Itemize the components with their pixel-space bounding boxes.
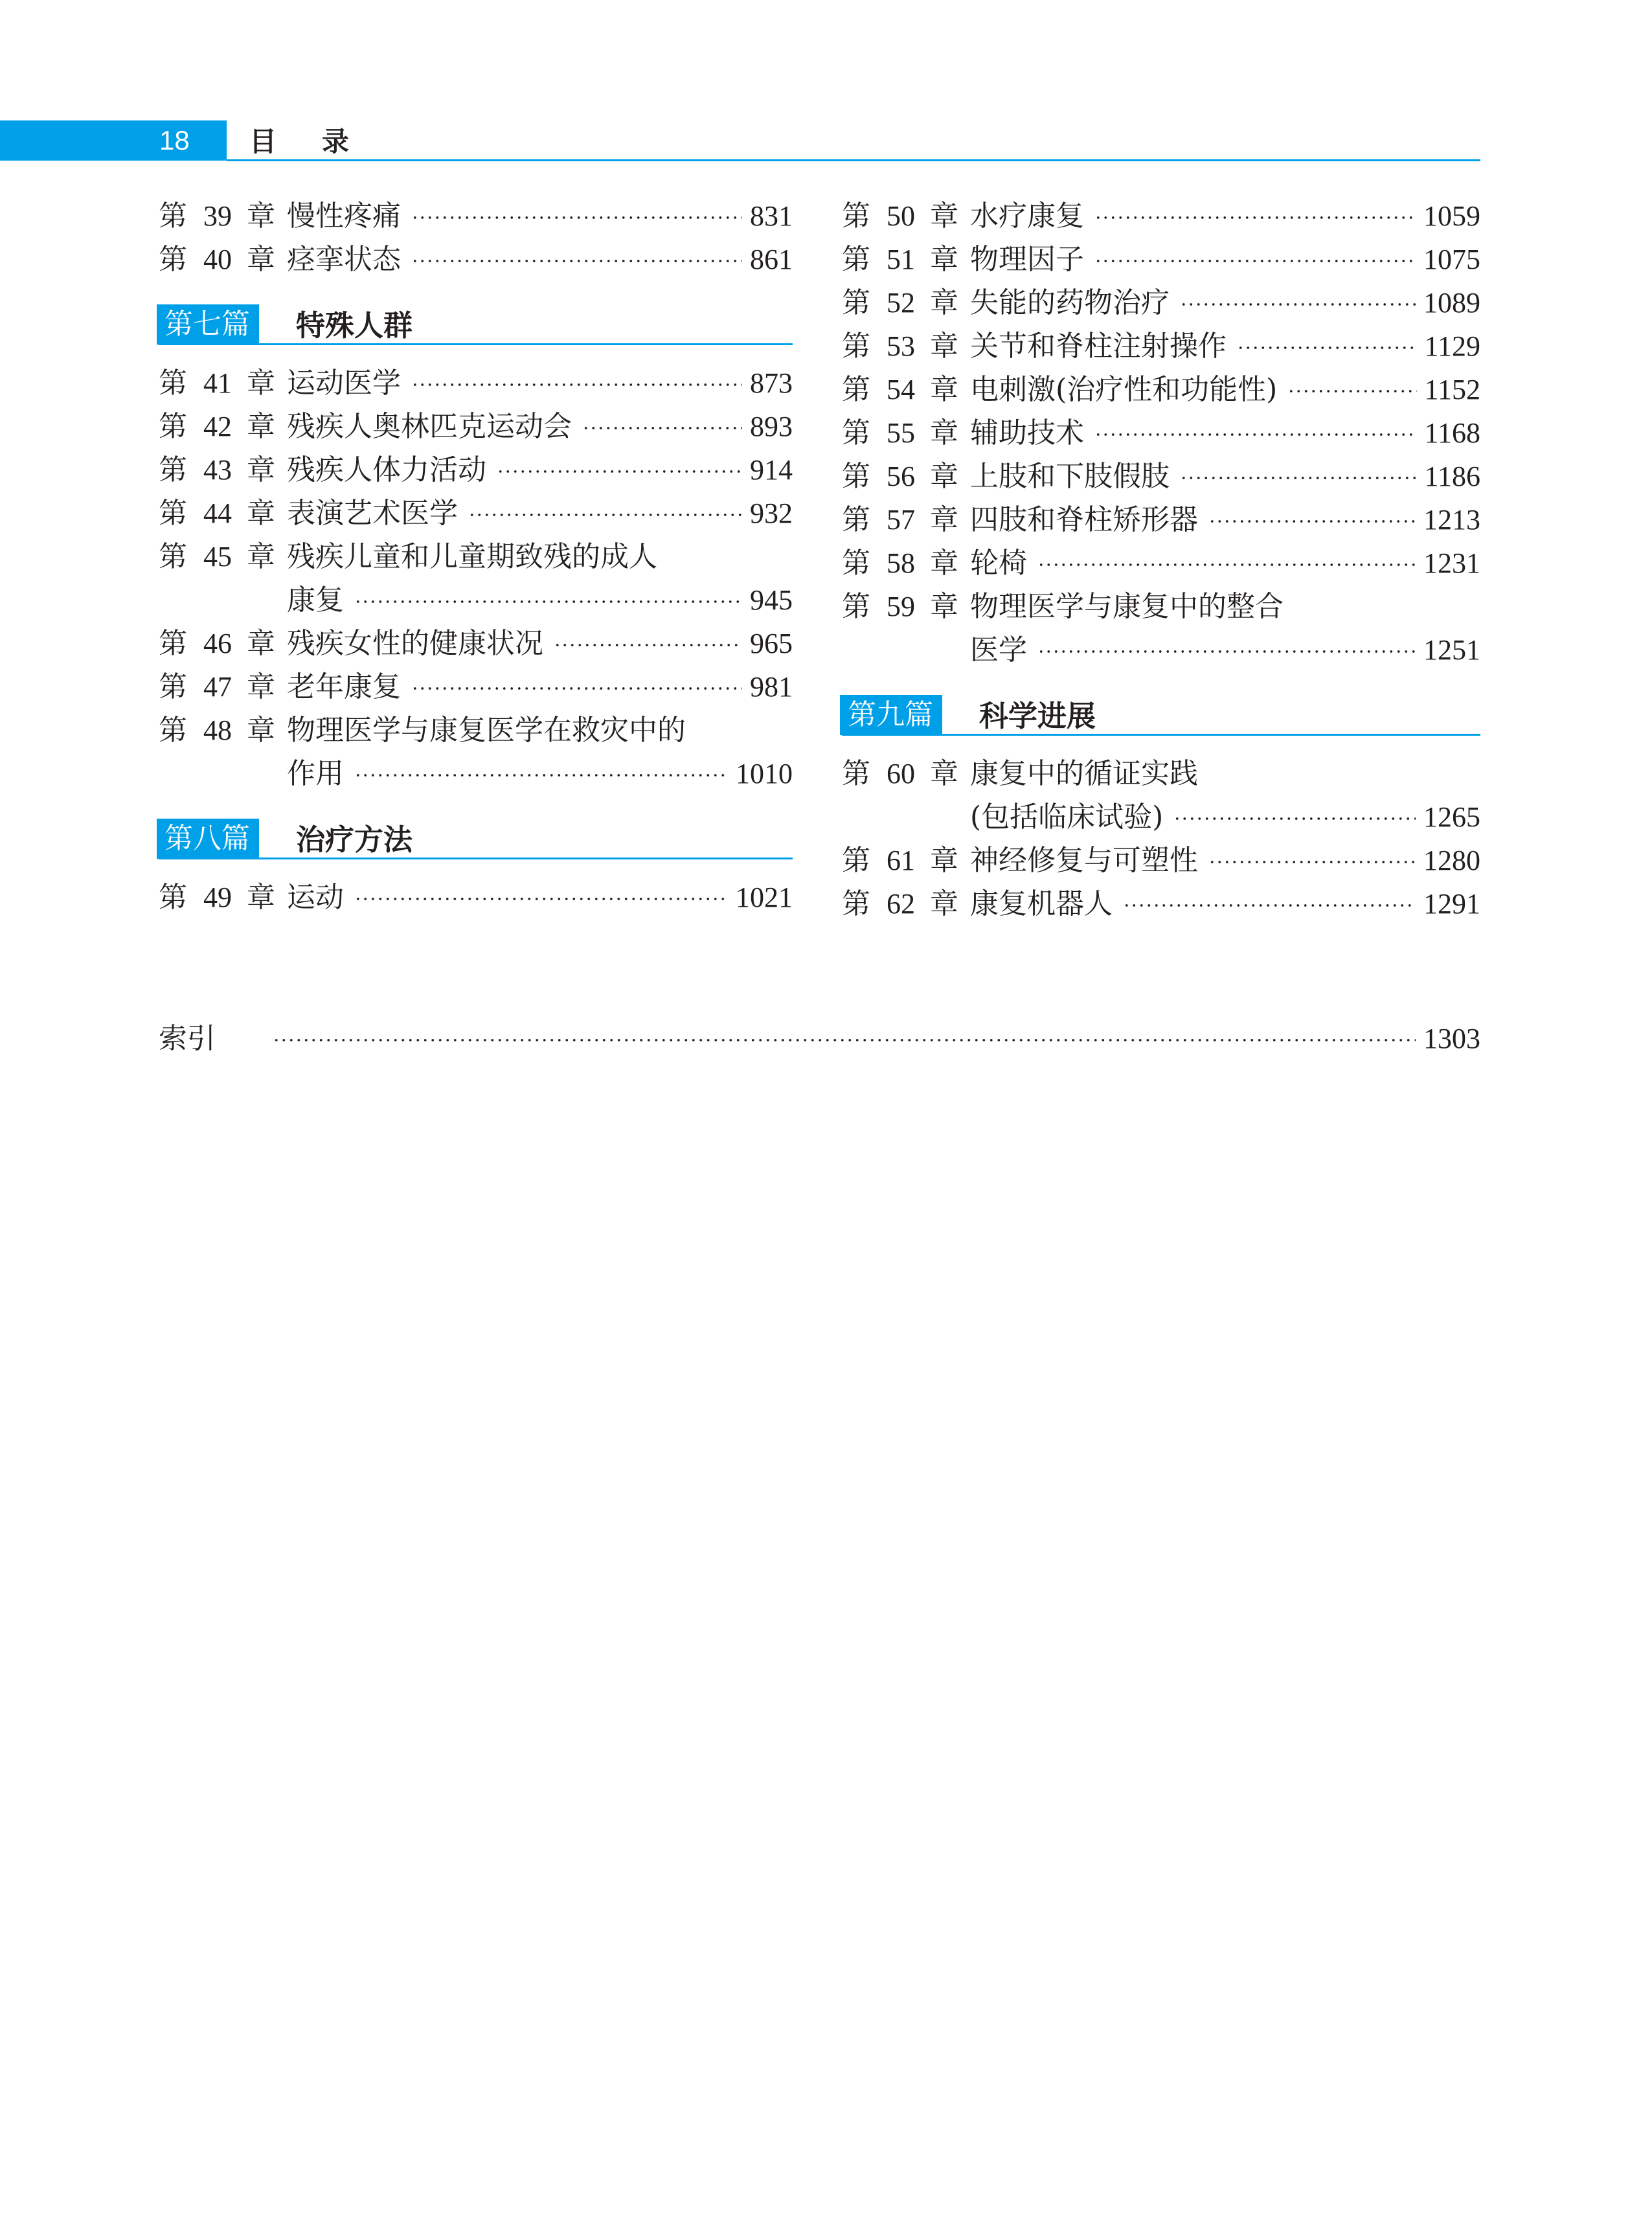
part-rule xyxy=(159,343,793,345)
toc-entry[interactable] xyxy=(842,882,1480,926)
toc-entry[interactable] xyxy=(842,368,1480,411)
dot-leader xyxy=(411,382,742,387)
page-ref: 932 xyxy=(750,497,793,529)
chapter-title: 康复机器人 xyxy=(970,887,1113,920)
chapter-title: 上肢和下肢假肢 xyxy=(970,460,1170,493)
chapter-prefix: 第 xyxy=(842,199,870,233)
chapter-suffix: 章 xyxy=(930,243,958,276)
chapter-title: 运动 xyxy=(287,881,344,914)
toc-group xyxy=(159,194,793,281)
chapter-prefix: 第 xyxy=(842,844,870,877)
page-ref: 893 xyxy=(750,411,793,442)
header-rule xyxy=(227,159,1480,161)
toc-right-column xyxy=(842,194,1480,926)
chapter-title: 残疾人奥林匹克运动会 xyxy=(287,410,572,443)
chapter-prefix: 第 xyxy=(159,410,187,443)
chapter-suffix: 章 xyxy=(247,367,275,400)
dot-leader xyxy=(411,686,742,691)
chapter-suffix: 章 xyxy=(247,453,275,486)
part-heading-8 xyxy=(159,819,793,860)
page-ref: 1129 xyxy=(1424,330,1480,362)
dot-leader xyxy=(1180,475,1417,481)
chapter-number: 57 xyxy=(887,504,915,536)
chapter-number: 62 xyxy=(887,888,915,920)
page-ref: 1213 xyxy=(1423,504,1480,536)
chapter-title: 残疾女性的健康状况 xyxy=(287,627,543,660)
toc-entry[interactable] xyxy=(842,281,1480,324)
chapter-suffix: 章 xyxy=(930,503,958,536)
chapter-number: 45 xyxy=(203,541,232,573)
page-ref: 1265 xyxy=(1423,801,1480,833)
chapter-number: 51 xyxy=(887,244,915,275)
chapter-prefix: 第 xyxy=(842,373,870,406)
chapter-number: 52 xyxy=(887,287,915,319)
part-title: 特殊人群 xyxy=(296,308,413,343)
toc-entry[interactable] xyxy=(159,361,793,405)
chapter-suffix: 章 xyxy=(930,330,958,363)
chapter-suffix: 章 xyxy=(930,416,958,449)
page-ref: 1280 xyxy=(1423,845,1480,876)
toc-group xyxy=(842,194,1480,672)
page-ref: 1291 xyxy=(1423,888,1480,920)
chapter-suffix: 章 xyxy=(247,540,275,573)
toc-entry[interactable] xyxy=(842,238,1480,281)
chapter-prefix: 第 xyxy=(159,540,187,573)
chapter-number: 59 xyxy=(887,591,915,622)
dot-leader xyxy=(554,642,742,648)
toc-entry[interactable] xyxy=(159,448,793,492)
chapter-title: 物理医学与康复中的整合 xyxy=(970,590,1284,623)
dot-leader xyxy=(1094,432,1417,437)
part-title: 治疗方法 xyxy=(296,823,413,857)
chapter-number: 54 xyxy=(887,374,915,405)
dot-leader xyxy=(1208,859,1416,865)
part-heading-7 xyxy=(159,304,793,346)
chapter-number: 47 xyxy=(203,671,232,703)
chapter-number: 46 xyxy=(203,628,232,659)
chapter-suffix: 章 xyxy=(247,243,275,276)
chapter-suffix: 章 xyxy=(930,460,958,493)
dot-leader xyxy=(354,599,742,604)
chapter-prefix: 第 xyxy=(159,627,187,660)
chapter-number: 40 xyxy=(203,244,232,275)
toc-entry[interactable] xyxy=(159,709,793,795)
toc-entry[interactable] xyxy=(842,839,1480,882)
part-rule xyxy=(159,857,793,859)
dot-leader xyxy=(273,1038,1416,1043)
chapter-prefix: 第 xyxy=(842,547,870,580)
chapter-suffix: 章 xyxy=(247,199,275,233)
page-ref: 981 xyxy=(750,671,793,703)
part-tag: 第九篇 xyxy=(840,695,942,735)
chapter-number: 39 xyxy=(203,200,232,232)
toc-entry[interactable] xyxy=(159,535,793,622)
chapter-suffix: 章 xyxy=(930,887,958,920)
chapter-prefix: 第 xyxy=(842,286,870,319)
chapter-suffix: 章 xyxy=(930,590,958,623)
dot-leader xyxy=(1037,649,1416,654)
chapter-prefix: 第 xyxy=(159,199,187,233)
chapter-title: 电刺激(治疗性和功能性) xyxy=(970,373,1278,406)
chapter-number: 53 xyxy=(887,330,915,362)
chapter-title-continued: 医学 xyxy=(970,633,1027,666)
part-tag: 第八篇 xyxy=(157,819,259,859)
chapter-prefix: 第 xyxy=(842,757,870,790)
index-label: 索引 xyxy=(159,1022,216,1055)
dot-leader xyxy=(1037,562,1416,567)
chapter-title: 运动医学 xyxy=(287,367,401,400)
toc-entry[interactable] xyxy=(159,238,793,281)
chapter-suffix: 章 xyxy=(247,497,275,530)
chapter-title: 关节和脊柱注射操作 xyxy=(970,330,1227,363)
chapter-title: 残疾儿童和儿童期致残的成人 xyxy=(287,540,657,573)
page-ref: 1168 xyxy=(1424,417,1480,449)
toc-entry[interactable] xyxy=(842,324,1480,368)
chapter-title: 表演艺术医学 xyxy=(287,497,458,530)
chapter-prefix: 第 xyxy=(159,497,187,530)
page-ref: 1010 xyxy=(736,758,793,789)
chapter-title: 老年康复 xyxy=(287,670,401,703)
chapter-title: 四肢和脊柱矫形器 xyxy=(970,503,1198,536)
dot-leader xyxy=(1287,389,1416,394)
dot-leader xyxy=(1237,345,1417,350)
dot-leader xyxy=(1208,519,1416,524)
chapter-number: 61 xyxy=(887,845,915,876)
page-ref: 945 xyxy=(750,584,793,616)
page-number: 18 xyxy=(159,125,190,155)
page-ref: 1075 xyxy=(1423,244,1480,275)
toc-left-column xyxy=(159,194,793,919)
toc-entry[interactable] xyxy=(159,665,793,709)
toc-group xyxy=(842,752,1480,926)
chapter-prefix: 第 xyxy=(842,460,870,493)
dot-leader xyxy=(1094,258,1416,264)
page-ref: 1152 xyxy=(1424,374,1480,405)
chapter-prefix: 第 xyxy=(842,330,870,363)
chapter-title: 物理医学与康复医学在救灾中的 xyxy=(287,714,686,747)
toc-index-entry[interactable] xyxy=(159,1017,1480,1060)
chapter-suffix: 章 xyxy=(930,286,958,319)
chapter-number: 56 xyxy=(887,460,915,492)
part-title: 科学进展 xyxy=(979,699,1096,733)
chapter-title: 神经修复与可塑性 xyxy=(970,844,1198,877)
chapter-prefix: 第 xyxy=(159,670,187,703)
page-ref: 914 xyxy=(750,454,793,486)
page-ref: 1186 xyxy=(1424,460,1480,492)
chapter-title: 轮椅 xyxy=(970,547,1027,580)
page-ref: 1251 xyxy=(1423,634,1480,666)
chapter-title: 痉挛状态 xyxy=(287,243,401,276)
page-ref: 861 xyxy=(750,244,793,275)
chapter-number: 44 xyxy=(203,497,232,529)
toc-entry[interactable] xyxy=(159,876,793,919)
chapter-number: 42 xyxy=(203,411,232,442)
chapter-title-continued: 康复 xyxy=(287,584,344,617)
chapter-number: 50 xyxy=(887,200,915,232)
chapter-prefix: 第 xyxy=(842,887,870,920)
chapter-suffix: 章 xyxy=(930,757,958,790)
chapter-title-continued: 作用 xyxy=(287,757,344,790)
part-heading-9 xyxy=(842,695,1480,736)
toc-entry[interactable] xyxy=(842,455,1480,498)
page-ref: 1059 xyxy=(1423,200,1480,232)
chapter-number: 58 xyxy=(887,547,915,579)
page-title: 目录 xyxy=(249,126,395,157)
chapter-number: 43 xyxy=(203,454,232,486)
page-ref: 831 xyxy=(750,200,793,232)
page-ref: 1231 xyxy=(1423,547,1480,579)
toc-entry[interactable] xyxy=(842,585,1480,672)
toc-entry[interactable] xyxy=(159,622,793,665)
chapter-title: 辅助技术 xyxy=(970,416,1084,449)
chapter-prefix: 第 xyxy=(159,881,187,914)
chapter-title: 物理因子 xyxy=(970,243,1084,276)
dot-leader xyxy=(354,773,728,778)
chapter-prefix: 第 xyxy=(159,243,187,276)
chapter-suffix: 章 xyxy=(930,547,958,580)
page-ref: 873 xyxy=(750,367,793,399)
chapter-number: 41 xyxy=(203,367,232,399)
dot-leader xyxy=(354,896,728,902)
chapter-suffix: 章 xyxy=(930,844,958,877)
chapter-title-continued: (包括临床试验) xyxy=(970,801,1164,834)
chapter-title: 残疾人体力活动 xyxy=(287,453,486,486)
page-ref: 1021 xyxy=(736,881,793,913)
page-ref: 965 xyxy=(750,628,793,659)
dot-leader xyxy=(468,512,742,517)
chapter-number: 60 xyxy=(887,758,915,789)
toc-entry[interactable] xyxy=(159,405,793,448)
toc-entry[interactable] xyxy=(842,194,1480,238)
toc-entry[interactable] xyxy=(842,752,1480,839)
chapter-prefix: 第 xyxy=(842,590,870,623)
chapter-prefix: 第 xyxy=(842,416,870,449)
chapter-suffix: 章 xyxy=(247,410,275,443)
dot-leader xyxy=(582,426,742,431)
part-rule xyxy=(842,734,1480,736)
chapter-prefix: 第 xyxy=(159,453,187,486)
dot-leader xyxy=(411,258,742,264)
chapter-prefix: 第 xyxy=(842,503,870,536)
chapter-title: 水疗康复 xyxy=(970,199,1084,233)
chapter-suffix: 章 xyxy=(930,373,958,406)
dot-leader xyxy=(1123,903,1416,908)
chapter-prefix: 第 xyxy=(842,243,870,276)
chapter-prefix: 第 xyxy=(159,714,187,747)
chapter-title: 慢性疼痛 xyxy=(287,199,401,233)
header-page-number-bar xyxy=(0,120,227,161)
chapter-number: 49 xyxy=(203,881,232,913)
toc-entry[interactable] xyxy=(842,411,1480,455)
chapter-suffix: 章 xyxy=(247,881,275,914)
dot-leader xyxy=(1094,215,1416,220)
page-ref: 1303 xyxy=(1423,1023,1480,1054)
dot-leader xyxy=(411,215,742,220)
toc-entry[interactable] xyxy=(159,194,793,238)
dot-leader xyxy=(497,469,742,474)
toc-entry[interactable] xyxy=(842,541,1480,585)
toc-entry[interactable] xyxy=(842,498,1480,541)
chapter-number: 55 xyxy=(887,417,915,449)
dot-leader xyxy=(1173,816,1416,821)
chapter-suffix: 章 xyxy=(247,714,275,747)
dot-leader xyxy=(1180,302,1416,307)
chapter-title: 失能的药物治疗 xyxy=(970,286,1170,319)
part-tag: 第七篇 xyxy=(157,304,259,345)
toc-group xyxy=(159,361,793,795)
chapter-suffix: 章 xyxy=(930,199,958,233)
toc-group xyxy=(159,876,793,919)
chapter-title: 康复中的循证实践 xyxy=(970,757,1198,790)
page-ref: 1089 xyxy=(1423,287,1480,319)
chapter-prefix: 第 xyxy=(159,367,187,400)
chapter-suffix: 章 xyxy=(247,670,275,703)
toc-entry[interactable] xyxy=(159,492,793,535)
chapter-number: 48 xyxy=(203,714,232,746)
chapter-suffix: 章 xyxy=(247,627,275,660)
